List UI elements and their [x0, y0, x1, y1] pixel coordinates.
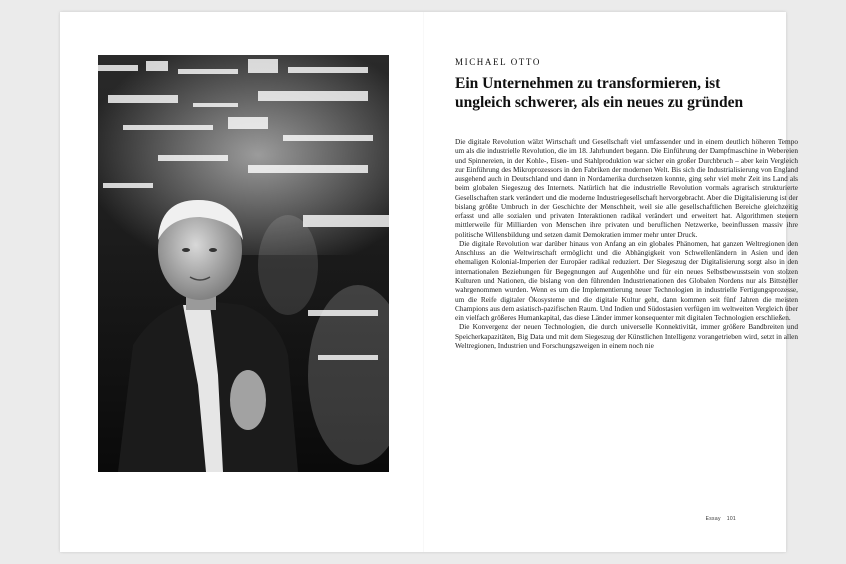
author-name: MICHAEL OTTO	[455, 57, 541, 67]
paragraph: Die Konvergenz der neuen Technologien, die durch universelle Konnektivität, immer größere Bandbreiten und Speicherkapazitäten, Big Data und mit dem Siegeszug der Künstlichen Intelligenz vorangetrieben wird, setzt in allen Weltregionen, Industrien und Forschungszweigen in einem noch nie	[455, 322, 798, 350]
gutter-fold	[423, 12, 424, 552]
portrait-photo	[98, 55, 389, 472]
page-number: 101	[726, 516, 736, 522]
essay-title: Ein Unternehmen zu transformieren, ist ungleich schwerer, als ein neues zu gründen	[455, 75, 744, 111]
paragraph: Die digitale Revolution war darüber hinaus von Anfang an ein globales Phänomen, hat ganzen Weltregionen den Anschluss an die Weltwirtschaft ermöglicht und die Abhängigkeit von Schwellenländern in Asien und den ehemaligen Kolonial-Imperien der Europäer radikal reduziert. Der Siegeszug der Digitalisierung sorgt also in den internationalen Beziehungen für Begegnungen auf Augenhöhe und für ein neues Selbstbewusstsein von stolzen Kulturen und Nationen, die bislang von den führenden Industrienationen des Globalen Nordens nur als Bittsteller wahrgenommen wurden. Wenn es um die Implementierung neuer Technologien in industrielle Fertigungsprozesse, um die Reife digitaler Ökosysteme und die digitale Kultur geht, dann kommen seit fünf Jahren die meisten Champions aus dem asiatisch-pazifischen Raum. Und Indien und Südostasien verfügen im weltweiten Vergleich über ein vielfach größeres Humankapital, das diese Länder immer konsequenter mit digitalen Technologien erschließen.	[455, 238, 798, 323]
book-spread	[60, 12, 798, 552]
portrait-illustration	[98, 55, 389, 472]
essay-body	[455, 137, 798, 350]
section-label: Essay	[705, 516, 721, 522]
paragraph: Die digitale Revolution wälzt Wirtschaft und Gesellschaft viel umfassender und in einem deutlich höheren Tempo um als die industrielle Revolution, die im 18. Jahrhundert begann. Die Einführung der Dampfmaschine in Webereien und Spinnereien, in der Kohle-, Eisen- und Stahlproduktion war sicher ein großer Durchbruch – aber kein Vergleich zur Einführung des Mikroprozessors in den Fabriken der modernen Welt. Bis sich die Industrialisierung von England ausgehend auch in Deutschland und dann in Nordamerika durchsetzen konnte, ging sehr viel mehr Zeit ins Land als beim globalen Siegeszug des Internets. Natürlich hat die industrielle Revolution vormals agrarisch strukturierte Gesellschaften stark verändert und die moderne Industriegesellschaft hervorgebracht. Aber die Digitalisierung ist der bislang größte Umbruch in der Geschichte der Menschheit, weil sie alle gesellschaftlichen Bereiche gleichzeitig erfasst und alle sozialen und privaten Interaktionen radikal verändert und erweitert hat. Algorithmen steuern mittlerweile für Milliarden von Menschen ihre privaten und beruflichen Netzwerke, beeinflussen massiv ihre politische Willensbildung und setzen damit Demokratien immer mehr unter Druck.	[455, 137, 798, 239]
page-footer	[700, 516, 736, 522]
